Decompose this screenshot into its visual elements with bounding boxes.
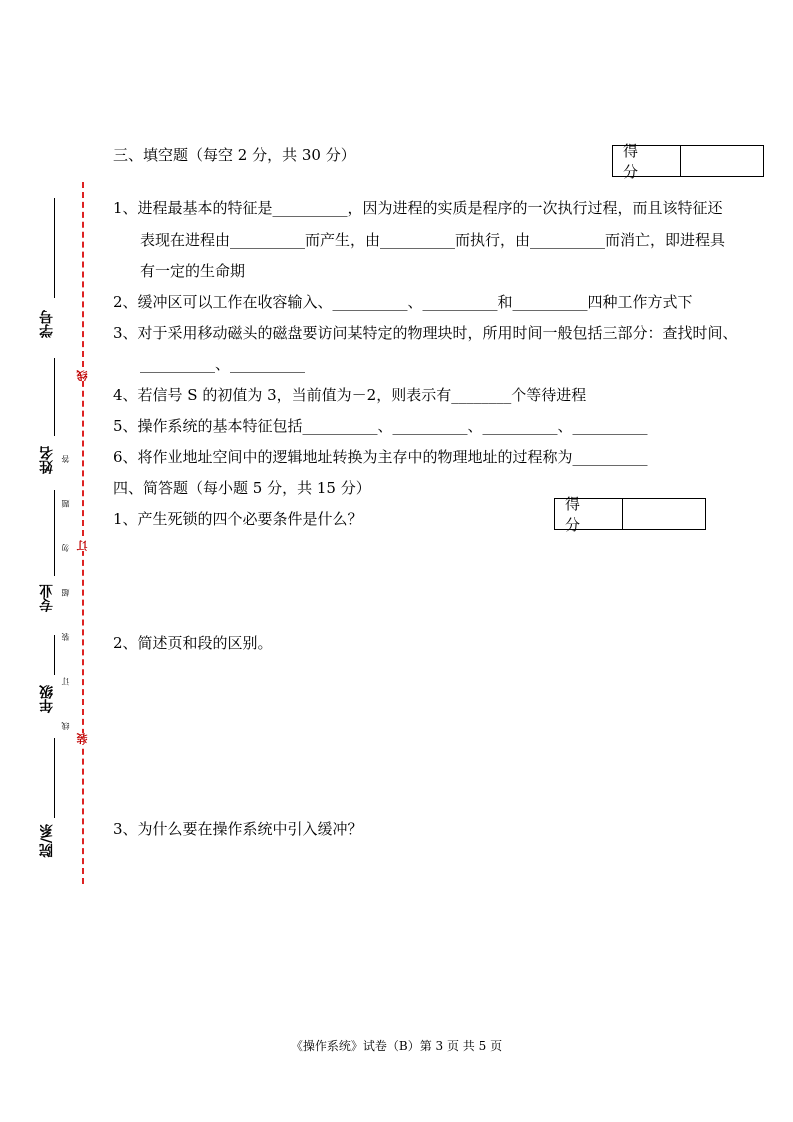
score-label: 得 分: [613, 146, 681, 176]
red-fold-mark: 装: [76, 733, 89, 744]
grade-underline: [54, 635, 55, 675]
score-value-cell[interactable]: [681, 146, 763, 176]
q4-3: 3、为什么要在操作系统中引入缓冲？: [113, 820, 363, 838]
name-label: 姓名: [39, 446, 55, 474]
major-label: 专业: [39, 584, 55, 612]
page-footer: 《操作系统》试卷（B）第 3 页 共 5 页: [290, 1039, 503, 1053]
q3-6: 6、将作业地址空间中的逻辑地址转换为主存中的物理地址的过程称为__________: [113, 448, 648, 466]
dept-underline: [54, 738, 55, 818]
name-underline: [54, 358, 55, 436]
section4-score-box: [554, 495, 706, 534]
q3-1-line1: 1、进程最基本的特征是__________，因为进程的实质是程序的一次执行过程，而且该特征还: [113, 199, 723, 217]
score-label: 得 分: [555, 499, 623, 529]
q3-3-line1: 3、对于采用移动磁头的磁盘要访问某特定的物理块时，所用时间一般包括三部分：查找时间、: [113, 324, 738, 342]
q4-2: 2、简述页和段的区别。: [113, 634, 273, 652]
binding-instruction: 线 订 装 超 勿 题 答: [61, 438, 70, 731]
grade-label: 年级: [39, 685, 55, 713]
score-value-cell[interactable]: [623, 499, 705, 529]
binding-line: [82, 182, 84, 884]
q3-1-line3: 有一定的生命期: [140, 262, 246, 280]
section3-score-box: [612, 142, 764, 181]
q3-5: 5、操作系统的基本特征包括__________、__________、__________、__________: [113, 417, 648, 435]
red-bind-mark: 订: [76, 540, 89, 551]
student-id-label: 学号: [39, 310, 55, 338]
q3-4: 4、若信号 S 的初值为 3，当前值为－2，则表示有________个等待进程: [113, 386, 587, 404]
section4-title: 四、简答题（每小题 5 分，共 15 分）: [113, 479, 371, 497]
section3-title: 三、填空题（每空 2 分，共 30 分）: [113, 146, 356, 164]
dept-label: 院/系: [39, 824, 55, 858]
q3-1-line2: 表现在进程由__________而产生，由__________而执行，由__________而消亡，即进程具: [140, 231, 726, 249]
red-line-mark: 线: [76, 370, 89, 381]
q3-2: 2、缓冲区可以工作在收容输入、__________、__________和__________四种工作方式下: [113, 293, 693, 311]
major-underline: [54, 490, 55, 576]
student-id-underline: [54, 198, 55, 298]
q4-1: 1、产生死锁的四个必要条件是什么？: [113, 510, 363, 528]
q3-3-line2: __________、__________: [140, 355, 306, 373]
